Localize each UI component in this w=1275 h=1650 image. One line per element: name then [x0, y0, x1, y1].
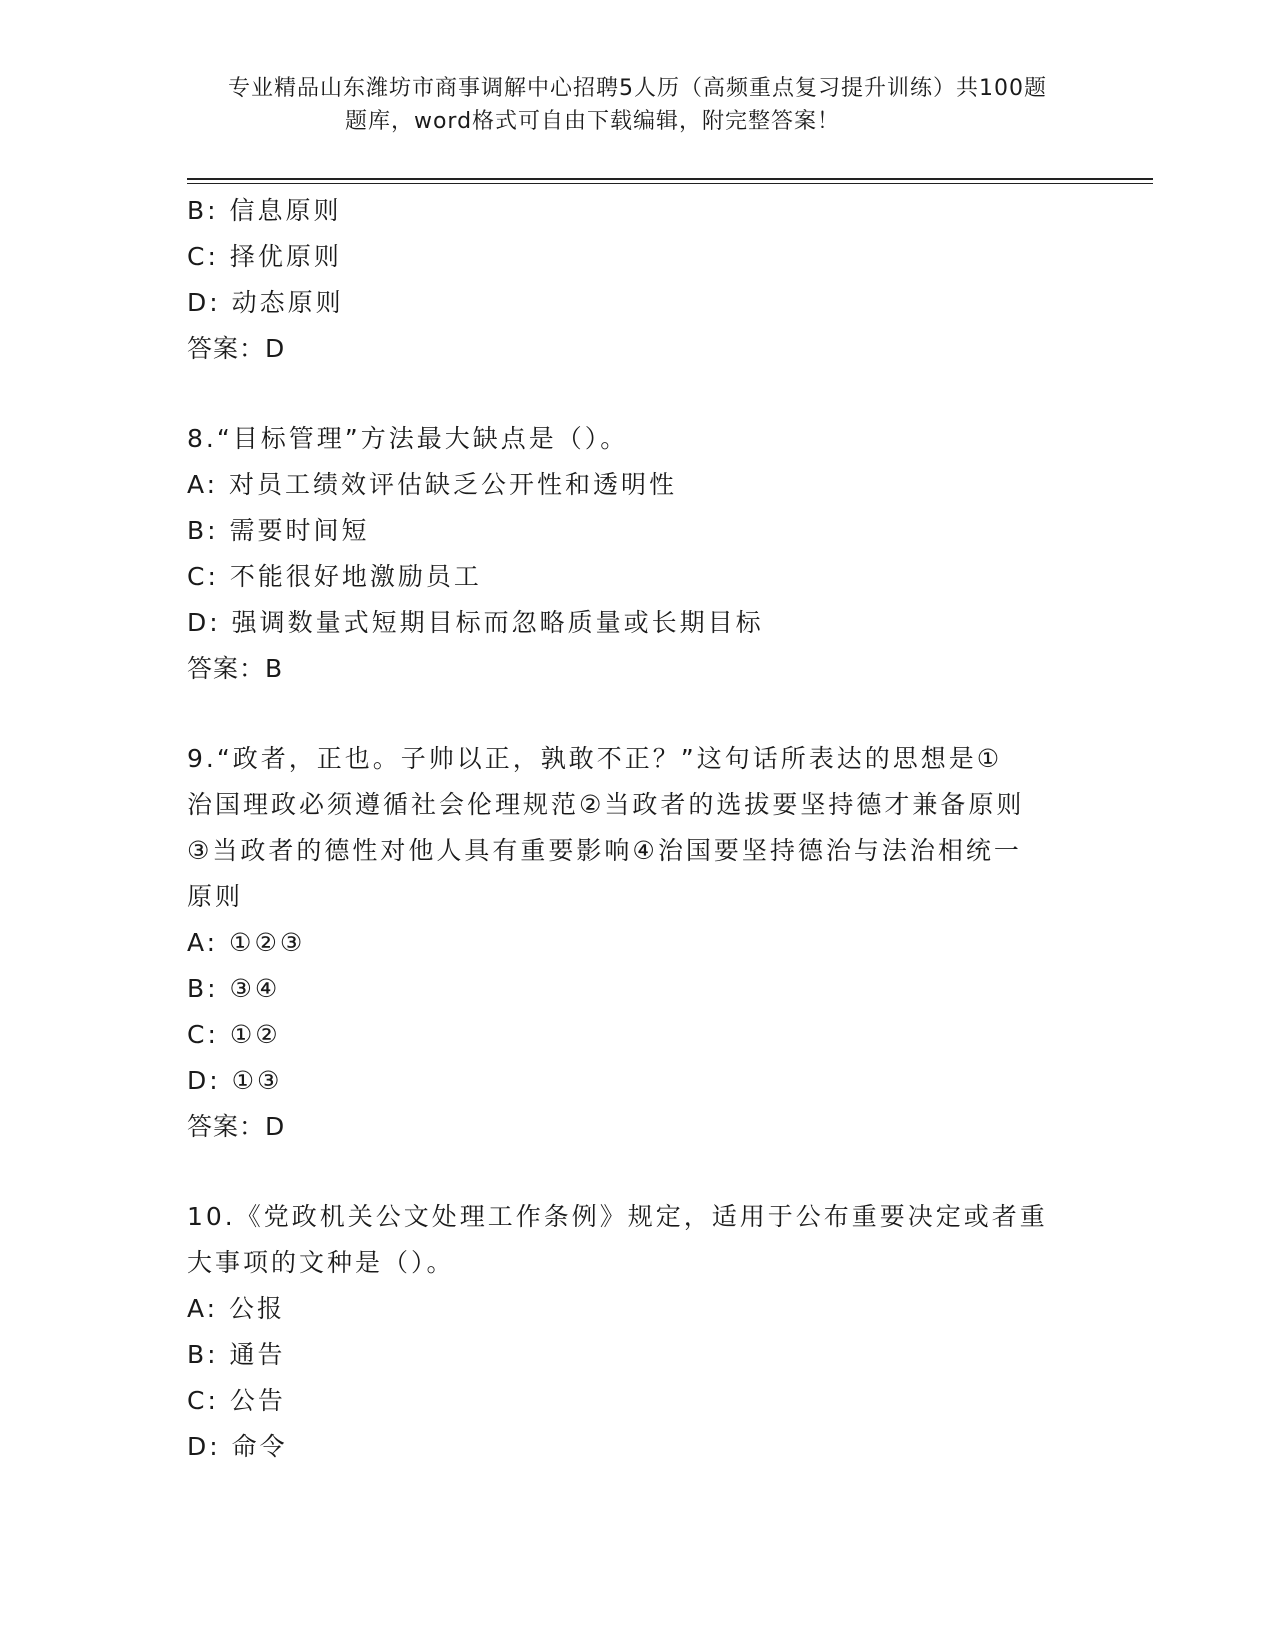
question-stem: 8.“目标管理”方法最大缺点是（）。: [187, 424, 629, 453]
question-block: [187, 1194, 1087, 1470]
header-rule: [187, 178, 1153, 180]
option-b: B: 信息原则: [187, 196, 342, 225]
option-c: C: 不能很好地激励员工: [187, 562, 482, 591]
header-title-line2: 题库，word格式可自由下载编辑，附完整答案！: [344, 109, 841, 134]
option-d: D: ①③: [187, 1066, 283, 1095]
answer-line: 答案：D: [187, 334, 286, 363]
option-b: B: 需要时间短: [187, 516, 370, 545]
question-block: [187, 188, 1087, 372]
question-stem-line: 9.“政者，正也。子帅以正，孰敢不正？”这句话所表达的思想是①: [187, 744, 1003, 773]
answer-line: 答案：D: [187, 1112, 286, 1141]
question-list: [187, 188, 1087, 1470]
question-stem-line: ③当政者的德性对他人具有重要影响④治国要坚持德治与法治相统一: [187, 836, 1022, 865]
option-b: B: 通告: [187, 1340, 286, 1369]
document-header: [0, 72, 1275, 138]
option-a: A: ①②③: [187, 928, 306, 957]
option-d: D: 动态原则: [187, 288, 344, 317]
question-block: [187, 736, 1087, 1150]
question-stem-line: 10.《党政机关公文处理工作条例》规定，适用于公布重要决定或者重: [187, 1202, 1048, 1231]
option-b: B: ③④: [187, 974, 281, 1003]
question-block: [187, 416, 1087, 692]
option-a: A: 对员工绩效评估缺乏公开性和透明性: [187, 470, 678, 499]
option-c: C: ①②: [187, 1020, 281, 1049]
option-c: C: 择优原则: [187, 242, 342, 271]
question-stem-line: 治国理政必须遵循社会伦理规范②当政者的选拔要坚持德才兼备原则: [187, 790, 1025, 819]
question-stem-line: 大事项的文种是（）。: [187, 1248, 455, 1277]
question-stem-line: 原则: [187, 882, 244, 911]
option-d: D: 命令: [187, 1432, 288, 1461]
header-rule-thin: [187, 183, 1153, 184]
option-d: D: 强调数量式短期目标而忽略质量或长期目标: [187, 608, 764, 637]
answer-line: 答案：B: [187, 654, 284, 683]
option-a: A: 公报: [187, 1294, 286, 1323]
header-title-line1: 专业精品山东潍坊市商事调解中心招聘5人历（高频重点复习提升训练）共100题: [228, 76, 1047, 101]
option-c: C: 公告: [187, 1386, 286, 1415]
